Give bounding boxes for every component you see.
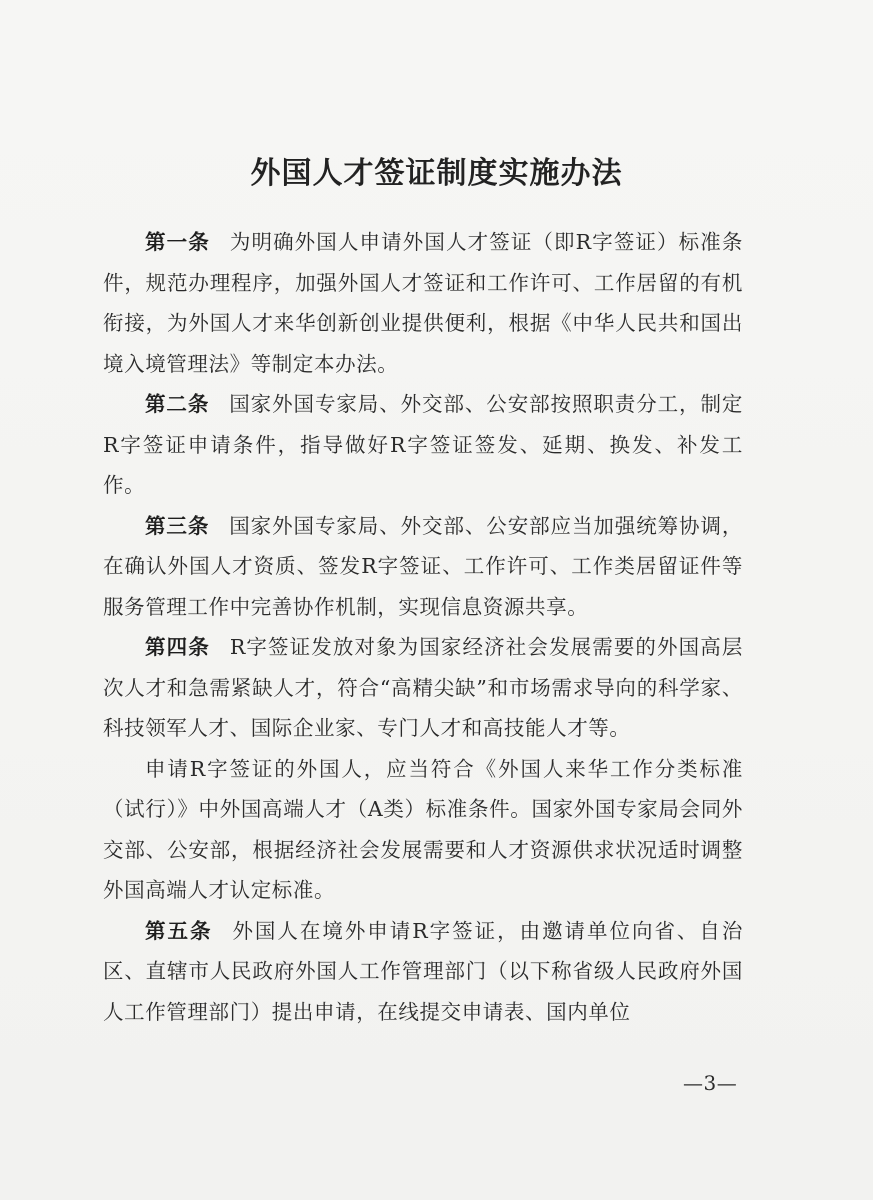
document-body	[103, 222, 743, 1032]
page-number: —3—	[683, 1071, 738, 1095]
document-title: 外国人才签证制度实施办法	[250, 156, 623, 191]
article-number: 第四条	[145, 635, 210, 659]
article-number: 第三条	[145, 513, 210, 538]
article-5-paragraph	[103, 911, 743, 1033]
article-text: 外国人在境外申请R字签证，由邀请单位向省、自治区、直辖市人民政府外国人工作管理部门（以下称省级人民政府外国人工作管理部门）提出申请，在线提交申请表、国内单位	[103, 918, 743, 1024]
article-number: 第一条	[145, 230, 210, 254]
article-number: 第五条	[145, 918, 213, 943]
article-text: 为明确外国人申请外国人才签证（即R字签证）标准条件，规范办理程序，加强外国人才签证和工作许可、工作居留的有机衔接，为外国人才来华创新创业提供便利，根据《中华人民共和国出境入境管理法》等制定本办法。	[103, 230, 743, 376]
article-text: 国家外国专家局、外交部、公安部按照职责分工，制定R字签证申请条件，指导做好R字签证签发、延期、换发、补发工作。	[103, 392, 743, 497]
article-1-paragraph	[103, 222, 743, 384]
article-4-paragraph	[103, 627, 743, 749]
article-number: 第二条	[145, 392, 210, 416]
article-3-paragraph	[103, 506, 743, 628]
article-text: 申请R字签证的外国人，应当符合《外国人来华工作分类标准（试行）》中外国高端人才（A类）标准条件。国家外国专家局会同外交部、公安部，根据经济社会发展需要和人才资源供求状况适时调整外国高端人才认定标准。	[103, 756, 743, 902]
article-4-continuation-paragraph	[103, 749, 743, 911]
article-2-paragraph	[103, 384, 743, 506]
article-text: R字签证发放对象为国家经济社会发展需要的外国高层次人才和急需紧缺人才，符合“高精尖缺”和市场需求导向的科学家、科技领军人才、国际企业家、专门人才和高技能人才等。	[103, 635, 743, 740]
article-text: 国家外国专家局、外交部、公安部应当加强统筹协调，在确认外国人才资质、签发R字签证、工作许可、工作类居留证件等服务管理工作中完善协作机制，实现信息资源共享。	[103, 513, 743, 619]
